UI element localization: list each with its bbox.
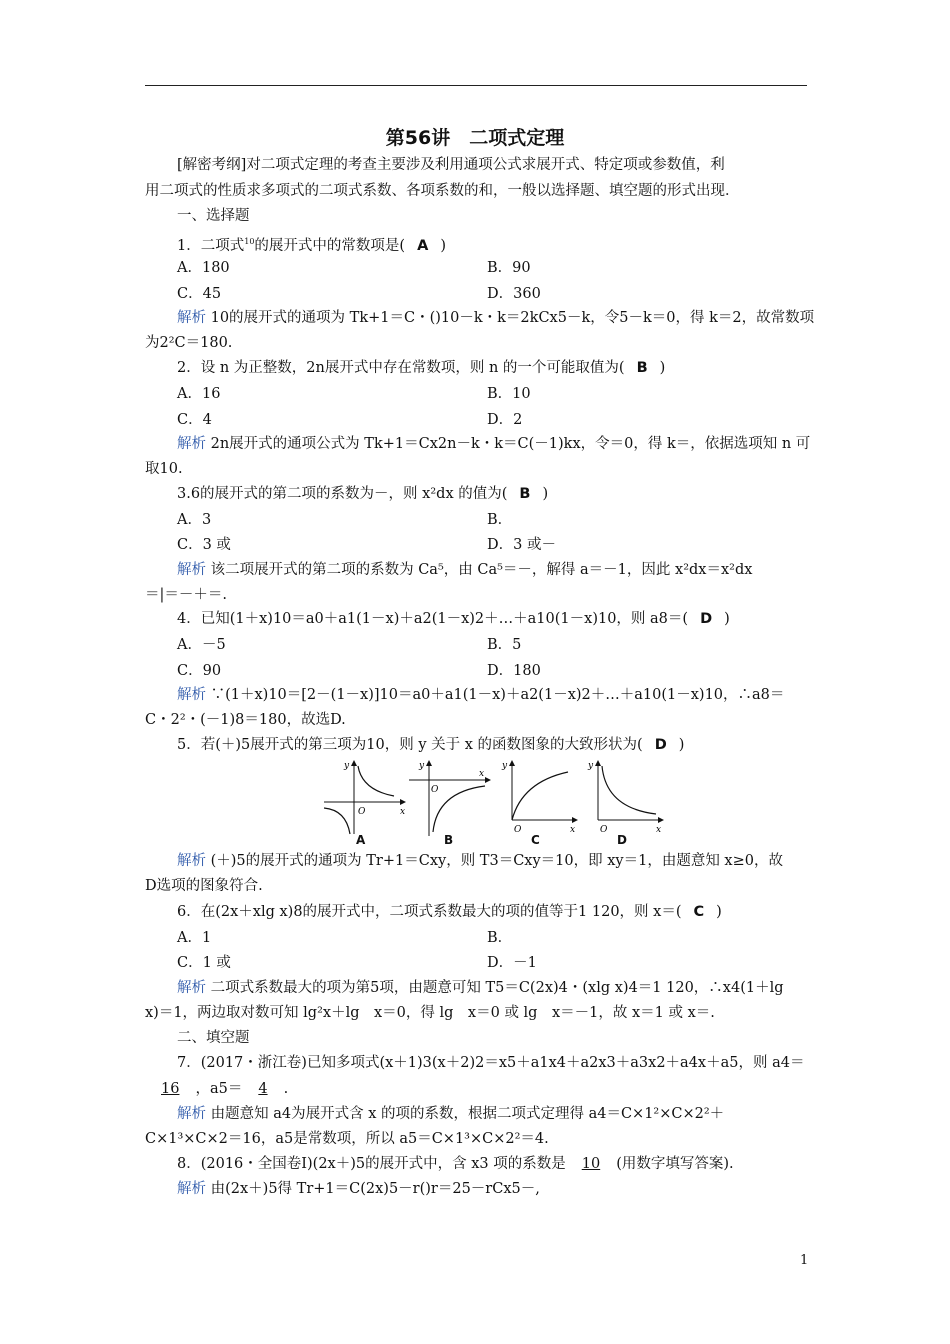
jiexi-label: 解析 <box>177 980 206 996</box>
svg-text:O: O <box>600 825 608 835</box>
q1-option-b: B．90 <box>487 260 531 276</box>
q2-option-a: A．16 <box>177 386 221 402</box>
jiexi-label: 解析 <box>177 436 206 452</box>
q1-solution-2: 为2²C＝180. <box>145 335 233 351</box>
graph-b-label: B <box>444 833 454 847</box>
q2-option-c: C．4 <box>177 412 212 428</box>
q2-solution-1 <box>177 434 810 454</box>
q5-solution-2: D选项的图象符合. <box>145 878 263 894</box>
q1-solution-1 <box>177 308 814 328</box>
q4-text: 4．已知(1＋x)10＝a0＋a1(1－x)＋a2(1－x)2＋…＋a10(1－x)10，则 a8＝( <box>177 611 689 627</box>
svg-text:y: y <box>502 761 508 771</box>
jiexi-label: 解析 <box>177 853 206 869</box>
q6-option-a: A．1 <box>177 930 212 946</box>
graph-c <box>492 758 580 838</box>
q5-close: ) <box>678 737 685 753</box>
q6-option-d: D．－1 <box>487 955 537 971</box>
q3-option-c: C．3 或 <box>177 537 231 553</box>
header-rule <box>145 85 807 86</box>
graph-d <box>578 758 666 838</box>
q1-answer: A <box>417 237 429 254</box>
svg-text:x: x <box>400 807 406 817</box>
q1-option-a: A．180 <box>177 260 230 276</box>
svg-text:x: x <box>479 769 485 779</box>
q4-sol1: ∵(1＋x)10＝[2－(1－x)]10＝a0＋a1(1－x)＋a2(1－x)2＋…＋a10(1－x)10，∴a8＝ <box>210 687 785 703</box>
svg-text:O: O <box>358 807 366 817</box>
svg-text:x: x <box>570 825 576 835</box>
intro-line-1: [解密考纲]对二项式定理的考查主要涉及利用通项公式求展开式、特定项或参数值，利 <box>177 157 725 173</box>
q7-a4-answer: 16 <box>161 1081 180 1097</box>
graph-a <box>320 758 408 838</box>
q6-solution-2: x)＝1，两边取对数可知 lg²x＋lg x＝0，得 lg x＝0 或 lg x＝－1，故 x＝1 或 x＝. <box>145 1005 715 1021</box>
q4-option-c: C．90 <box>177 663 222 679</box>
q6-sol1: 二项式系数最大的项为第5项，由题意可知 T5＝C(2x)4・(xlg x)4＝1 120，∴x4(1＋lg <box>210 980 784 996</box>
q8-answer: 10 <box>581 1156 601 1172</box>
page-title: 第56讲 二项式定理 <box>385 127 565 149</box>
intro-line-2: 用二项式的性质求多项式的二项式系数、各项系数的和，一般以选择题、填空题的形式出现． <box>145 183 740 199</box>
q1-sup: 10 <box>244 237 255 246</box>
q4-solution-2: C・2²・(－1)8＝180，故选D. <box>145 712 346 728</box>
q3-text: 3.6的展开式的第二项的系数为－，则 x²dx 的值为( <box>177 486 508 502</box>
svg-text:x: x <box>656 825 662 835</box>
q4-option-a: A．－5 <box>177 637 226 653</box>
q4-answer: D <box>700 611 713 627</box>
q2-option-b: B．10 <box>487 386 531 402</box>
q3-solution-1 <box>177 560 752 580</box>
q3-close: ) <box>542 486 549 502</box>
q1-option-c: C．45 <box>177 286 222 302</box>
q2-text: 2．设 n 为正整数，2n展开式中存在常数项，则 n 的一个可能取值为( <box>177 360 625 376</box>
section-heading-choice: 一、选择题 <box>177 208 250 224</box>
q5-text: 5．若(＋)5展开式的第三项为10，则 y 关于 x 的函数图象的大致形状为( <box>177 737 643 753</box>
question-3 <box>177 484 548 504</box>
q1-post: 的展开式中的常数项是( <box>254 237 406 254</box>
q8-solution-1 <box>177 1179 540 1199</box>
q2-solution-2: 取10. <box>145 461 183 477</box>
q7-mid: ，a5＝ <box>195 1081 243 1097</box>
q6-answer: C <box>693 904 705 920</box>
question-2 <box>177 358 665 378</box>
q2-answer: B <box>636 360 648 376</box>
q3-answer: B <box>519 486 531 502</box>
section-heading-fill: 二、填空题 <box>177 1030 250 1046</box>
svg-text:O: O <box>514 825 522 835</box>
q1-option-d: D．360 <box>487 286 541 302</box>
svg-text:O: O <box>431 785 439 795</box>
q8-pre: 8．(2016・全国卷Ⅰ)(2x＋)5的展开式中，含 x3 项的系数是 <box>177 1156 566 1172</box>
q4-option-d: D．180 <box>487 663 541 679</box>
q5-solution-1 <box>177 851 783 871</box>
question-7: 7．(2017・浙江卷)已知多项式(x＋1)3(x＋2)2＝x5＋a1x4＋a2x3＋a3x2＋a4x＋a5，则 a4＝ <box>177 1055 805 1071</box>
q7-sol1: 由题意知 a4为展开式含 x 的项的系数，根据二项式定理得 a4＝C×1²×C×2²＋ <box>210 1106 725 1122</box>
svg-text:y: y <box>344 761 350 771</box>
q7-solution-1 <box>177 1104 724 1124</box>
question-7-answers <box>145 1079 288 1099</box>
q1-pre: 1．二项式 <box>177 237 245 254</box>
question-4 <box>177 609 730 629</box>
jiexi-label: 解析 <box>177 1181 206 1197</box>
question-5 <box>177 735 684 755</box>
graph-a-label: A <box>356 833 366 847</box>
q2-sol1: 2n展开式的通项公式为 Tk+1＝Cx2n－k・k＝C(－1)kx，令＝0，得 k＝，依据选项知 n 可 <box>210 436 811 452</box>
q6-option-b: B． <box>487 930 513 946</box>
graph-b <box>405 758 493 838</box>
graph-c-label: C <box>531 833 540 847</box>
svg-text:y: y <box>588 761 594 771</box>
q4-close: ) <box>724 611 730 627</box>
jiexi-label: 解析 <box>177 562 206 578</box>
q4-solution-1 <box>177 685 784 705</box>
q3-option-d: D．3 或－ <box>487 537 556 553</box>
q1-close: ) <box>440 237 446 254</box>
graph-d-label: D <box>617 833 627 847</box>
q3-option-b: B． <box>487 512 513 528</box>
question-1 <box>177 232 446 256</box>
q7-end: . <box>283 1081 289 1097</box>
q2-close: ) <box>659 360 666 376</box>
question-6 <box>177 902 722 922</box>
q6-option-c: C．1 或 <box>177 955 231 971</box>
q6-close: ) <box>716 904 722 920</box>
svg-text:y: y <box>419 761 425 771</box>
question-8 <box>177 1154 734 1174</box>
jiexi-label: 解析 <box>177 310 206 326</box>
q6-text: 6．在(2x＋xlg x)8的展开式中，二项式系数最大的项的值等于1 120，则 x＝( <box>177 904 682 920</box>
q3-option-a: A．3 <box>177 512 212 528</box>
q3-sol1: 该二项展开式的第二项的系数为 Ca⁵，由 Ca⁵＝－，解得 a＝－1，因此 x²dx＝x²dx <box>210 562 753 578</box>
q7-solution-2: C×1³×C×2＝16，a5是常数项，所以 a5＝C×1³×C×2²＝4. <box>145 1131 549 1147</box>
q6-solution-1 <box>177 978 784 998</box>
q1-sol1: 10的展开式的通项为 Tk+1＝C・()10－k・k＝2kCx5－k，令5－k＝0，得 k＝2，故常数项 <box>210 310 815 326</box>
q2-option-d: D．2 <box>487 412 523 428</box>
q7-a5-answer: 4 <box>258 1081 268 1097</box>
q5-answer: D <box>654 737 667 753</box>
jiexi-label: 解析 <box>177 687 206 703</box>
q4-option-b: B．5 <box>487 637 522 653</box>
q8-sol1: 由(2x＋)5得 Tr+1＝C(2x)5－r()r＝25－rCx5－, <box>210 1181 540 1197</box>
q5-sol1: (＋)5的展开式的通项为 Tr+1＝Cxy，则 T3＝Cxy＝10，即 xy＝1，由题意知 x≥0，故 <box>210 853 783 869</box>
page-number: 1 <box>800 1253 809 1268</box>
jiexi-label: 解析 <box>177 1106 206 1122</box>
q8-post: (用数字填写答案). <box>616 1156 734 1172</box>
q3-solution-2: ＝|＝－＋＝. <box>145 587 227 603</box>
